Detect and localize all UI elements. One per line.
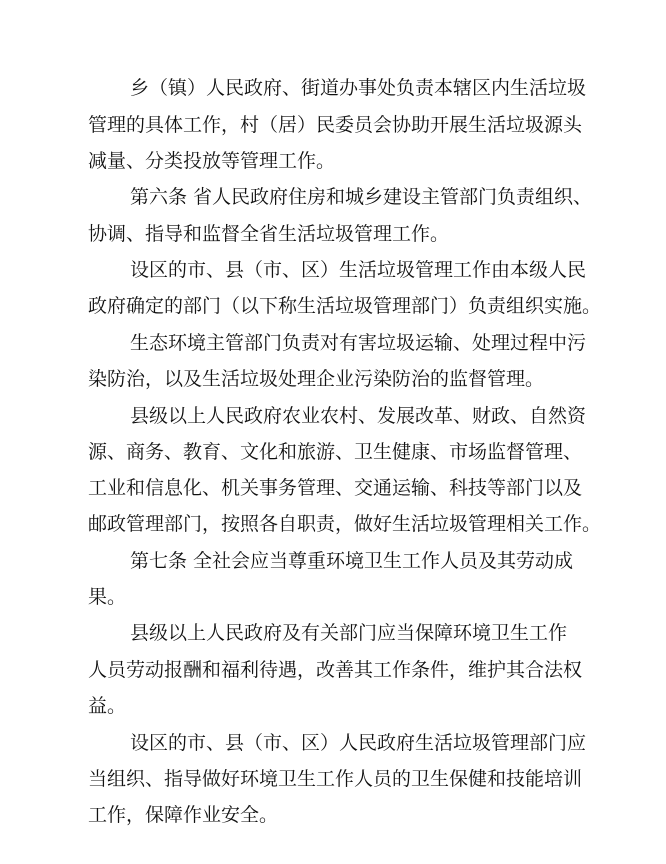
text-line: 工业和信息化、机关事务管理、交通运输、科技等部门以及 — [88, 477, 583, 499]
article-heading-line: 第七条 全社会应当尊重环境卫生工作人员及其劳动成 — [130, 550, 574, 572]
text-line: 益。 — [88, 695, 127, 717]
text-line: 生态环境主管部门负责对有害垃圾运输、处理过程中污 — [130, 332, 587, 354]
text-line: 源、商务、教育、文化和旅游、卫生健康、市场监督管理、 — [88, 441, 583, 463]
text-line: 当组织、指导做好环境卫生工作人员的卫生保健和技能培训 — [88, 768, 583, 790]
text-line: 县级以上人民政府及有关部门应当保障环境卫生工作 — [130, 622, 568, 644]
text-line: 果。 — [88, 586, 127, 608]
text-line: 协调、指导和监督全省生活垃圾管理工作。 — [88, 223, 450, 245]
text-line: 人员劳动报酬和福利待遇，改善其工作条件，维护其合法权 — [88, 659, 583, 681]
text-line: 乡（镇）人民政府、街道办事处负责本辖区内生活垃圾 — [130, 77, 587, 99]
text-line: 政府确定的部门（以下称生活垃圾管理部门）负责组织实施。 — [88, 295, 602, 317]
text-line: 县级以上人民政府农业农村、发展改革、财政、自然资 — [130, 405, 587, 427]
text-line — [88, 113, 588, 137]
text-line: 工作，保障作业安全。 — [88, 804, 279, 826]
text-line: 设区的市、县（市、区）生活垃圾管理工作由本级人民 — [130, 259, 587, 281]
article-heading-line: 第六条 省人民政府住房和城乡建设主管部门负责组织、 — [130, 186, 593, 208]
text-line: 染防治，以及生活垃圾处理企业污染防治的监督管理。 — [88, 368, 545, 390]
text-line: 邮政管理部门，按照各自职责，做好生活垃圾管理相关工作。 — [88, 513, 602, 535]
text-line: 设区的市、县（市、区）人民政府生活垃圾管理部门应 — [130, 732, 587, 754]
text-line-content: 管理的具体工作，村（居）民委员会协助开展生活垃圾源头 — [88, 114, 583, 136]
text-line: 减量、分类投放等管理工作。 — [88, 150, 336, 172]
